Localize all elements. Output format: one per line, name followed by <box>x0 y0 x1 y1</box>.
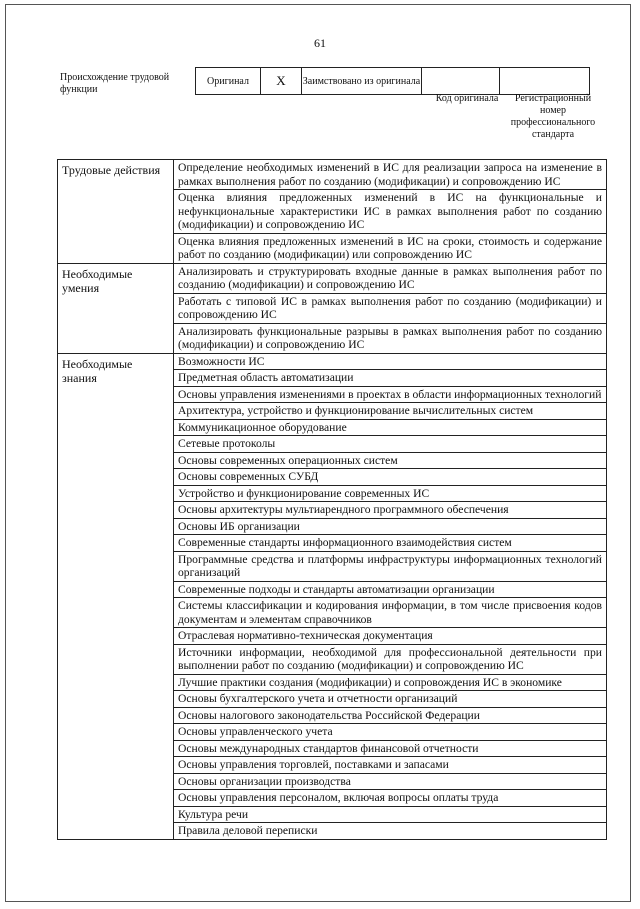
list-item: Основы ИБ организации <box>174 518 607 535</box>
list-item: Сетевые протоколы <box>174 436 607 453</box>
list-item: Предметная область автоматизации <box>174 370 607 387</box>
list-item: Оценка влияния предложенных изменений в ИС на сроки, стоимость и содержание работ по созданию (модификации) или сопровождению ИС <box>174 233 607 263</box>
table-row <box>58 160 607 190</box>
list-item: Основы бухгалтерского учета и отчетности организаций <box>174 691 607 708</box>
list-item: Устройство и функционирование современных ИС <box>174 485 607 502</box>
list-item: Современные подходы и стандарты автоматизации организации <box>174 581 607 598</box>
list-item: Программные средства и платформы инфраструктуры информационных технологий организаций <box>174 551 607 581</box>
list-item: Основы управления изменениями в проектах в области информационных технологий <box>174 386 607 403</box>
list-item: Лучшие практики создания (модификации) и сопровождения ИС в экономике <box>174 674 607 691</box>
reg-number-cell <box>500 68 590 95</box>
list-item: Основы управления персоналом, включая вопросы оплаты труда <box>174 790 607 807</box>
list-item: Основы архитектуры мультиарендного программного обеспечения <box>174 502 607 519</box>
table-row <box>58 263 607 293</box>
section-label-required-skills: Необходимые умения <box>58 263 174 353</box>
list-item: Основы современных СУБД <box>174 469 607 486</box>
origin-table <box>195 67 590 95</box>
list-item: Источники информации, необходимой для профессиональной деятельности при выполнении работ по созданию (модификации) и сопровождению ИС <box>174 644 607 674</box>
section-label-required-knowledge: Необходимые знания <box>58 353 174 839</box>
list-item: Анализировать функциональные разрывы в рамках выполнения работ по созданию (модификации) и сопровождению ИС <box>174 323 607 353</box>
list-item: Работать с типовой ИС в рамках выполнения работ по созданию (модификации) и сопровождению ИС <box>174 293 607 323</box>
section-label-labor-actions: Трудовые действия <box>58 160 174 264</box>
list-item: Определение необходимых изменений в ИС для реализации запроса на изменение в рамках выполнения работ по созданию (модификации) и сопровождению ИС <box>174 160 607 190</box>
list-item: Современные стандарты информационного взаимодействия систем <box>174 535 607 552</box>
list-item: Отраслевая нормативно-техническая документация <box>174 628 607 645</box>
list-item: Возможности ИС <box>174 353 607 370</box>
list-item: Культура речи <box>174 806 607 823</box>
reg-caption: Регистрационный номер профессионального стандарта <box>510 93 596 140</box>
origin-label: Происхождение трудовой функции <box>60 72 170 95</box>
list-item: Системы классификации и кодирования информации, в том числе присвоения кодов документам и элементам справочников <box>174 598 607 628</box>
list-item: Основы международных стандартов финансовой отчетности <box>174 740 607 757</box>
function-table <box>57 159 607 840</box>
list-item: Анализировать и структурировать входные данные в рамках выполнения работ по созданию (модификации) и сопровождению ИС <box>174 263 607 293</box>
list-item: Правила деловой переписки <box>174 823 607 840</box>
page-number: 61 <box>314 36 326 50</box>
list-item: Основы налогового законодательства Российской Федерации <box>174 707 607 724</box>
list-item: Основы управления торговлей, поставками и запасами <box>174 757 607 774</box>
original-label: Оригинал <box>196 68 261 95</box>
list-item: Архитектура, устройство и функционирование вычислительных систем <box>174 403 607 420</box>
list-item: Основы современных операционных систем <box>174 452 607 469</box>
original-mark: X <box>261 68 302 95</box>
table-row <box>58 353 607 370</box>
list-item: Оценка влияния предложенных изменений в ИС на функциональные и нефункциональные характеристики ИС в рамках выполнения работ по созданию (модификации) и сопровождению ИС <box>174 190 607 234</box>
code-cell <box>422 68 500 95</box>
list-item: Основы организации производства <box>174 773 607 790</box>
code-caption: Код оригинала <box>435 93 499 104</box>
list-item: Основы управленческого учета <box>174 724 607 741</box>
borrowed-label: Заимствовано из оригинала <box>302 68 422 95</box>
list-item: Коммуникационное оборудование <box>174 419 607 436</box>
